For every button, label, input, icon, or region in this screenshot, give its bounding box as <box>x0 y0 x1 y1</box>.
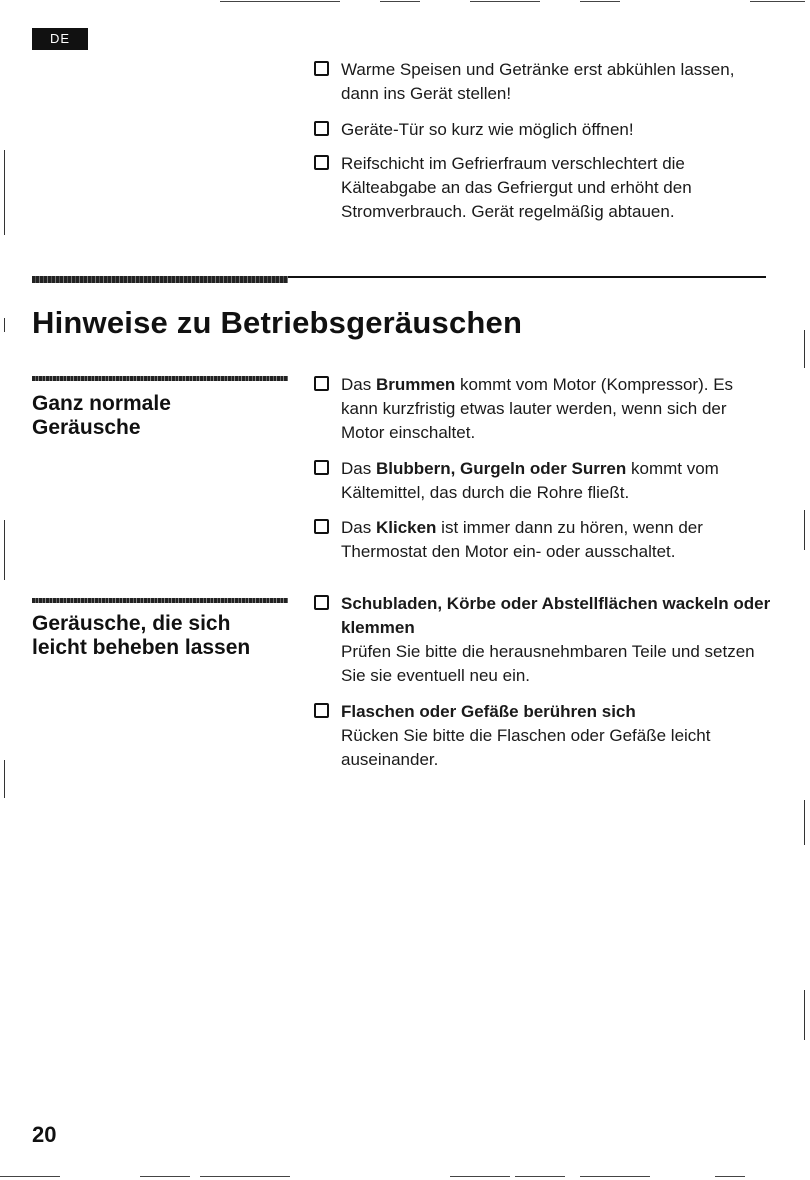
section-divider-line <box>288 276 766 278</box>
margin-mark <box>4 760 5 798</box>
top-edge-line <box>470 1 540 2</box>
checkbox-bullet-icon <box>314 61 329 76</box>
top-edge-line <box>580 1 620 2</box>
list-item-title: Flaschen oder Gefäße berühren sich <box>341 702 636 721</box>
margin-mark <box>804 510 805 550</box>
list-item-text: Flaschen oder Gefäße berühren sich Rücken Sie bitte die Flaschen oder Gefäße leicht auseinander. <box>341 700 774 772</box>
margin-mark <box>4 150 5 235</box>
checkbox-bullet-icon <box>314 155 329 170</box>
list-item <box>314 516 774 564</box>
list-item <box>314 152 774 224</box>
checkbox-bullet-icon <box>314 460 329 475</box>
top-edge-line <box>220 1 340 2</box>
checkbox-bullet-icon <box>314 376 329 391</box>
bottom-edge-line <box>450 1176 510 1177</box>
bottom-edge-line <box>580 1176 650 1177</box>
list-item <box>314 373 774 445</box>
subsection-heading: Geräusche, die sich leicht beheben lassen <box>32 612 251 659</box>
list-item-text: Schubladen, Körbe oder Abstellflächen wackeln oder klemmen Prüfen Sie bitte die herausnehmbaren Teile und setzen Sie sie eventuell neu ein. <box>341 592 774 688</box>
list-item <box>314 700 774 772</box>
checkbox-bullet-icon <box>314 121 329 136</box>
list-item-text: Das Blubbern, Gurgeln oder Surren kommt vom Kältemittel, das durch die Rohre fließt. <box>341 459 719 502</box>
list-item-text: Das Brummen kommt vom Motor (Kompressor). Es kann kurzfristig etwas lauter werden, wenn sich der Motor einschaltet. <box>341 375 734 442</box>
list-item <box>314 457 774 505</box>
margin-mark <box>804 800 805 845</box>
subsection-divider <box>32 598 288 603</box>
bottom-edge-line <box>0 1176 60 1177</box>
language-badge: DE <box>32 28 88 50</box>
page-number: 20 <box>32 1122 57 1147</box>
checkbox-bullet-icon <box>314 519 329 534</box>
list-item-title: Schubladen, Körbe oder Abstellflächen wackeln oder klemmen <box>341 594 771 637</box>
list-item-text: Warme Speisen und Getränke erst abkühlen lassen, dann ins Gerät stellen! <box>341 60 735 103</box>
top-edge-line <box>380 1 420 2</box>
page-title: Hinweise zu Betriebsgeräuschen <box>32 305 523 340</box>
list-item <box>314 58 774 106</box>
checkbox-bullet-icon <box>314 703 329 718</box>
margin-mark <box>4 318 5 332</box>
margin-mark <box>804 330 805 368</box>
list-item-text: Geräte-Tür so kurz wie möglich öffnen! <box>341 120 634 139</box>
section-divider-thick <box>32 276 288 283</box>
subsection-divider <box>32 376 288 381</box>
margin-mark <box>4 520 5 580</box>
subsection-heading: Ganz normale Geräusche <box>32 392 171 439</box>
bottom-edge-line <box>515 1176 565 1177</box>
bottom-edge-line <box>715 1176 745 1177</box>
list-item <box>314 592 774 688</box>
list-item <box>314 118 774 142</box>
list-item-text: Reifschicht im Gefrierfraum verschlechtert die Kälteabgabe an das Gefriergut und erhöht den Stromverbrauch. Gerät regelmäßig abtauen. <box>341 154 692 221</box>
list-item-text: Das Klicken ist immer dann zu hören, wenn der Thermostat den Motor ein- oder ausschaltet. <box>341 518 703 561</box>
checkbox-bullet-icon <box>314 595 329 610</box>
bottom-edge-line <box>140 1176 190 1177</box>
margin-mark <box>804 990 805 1040</box>
bottom-edge-line <box>200 1176 290 1177</box>
top-edge-line <box>750 1 805 2</box>
